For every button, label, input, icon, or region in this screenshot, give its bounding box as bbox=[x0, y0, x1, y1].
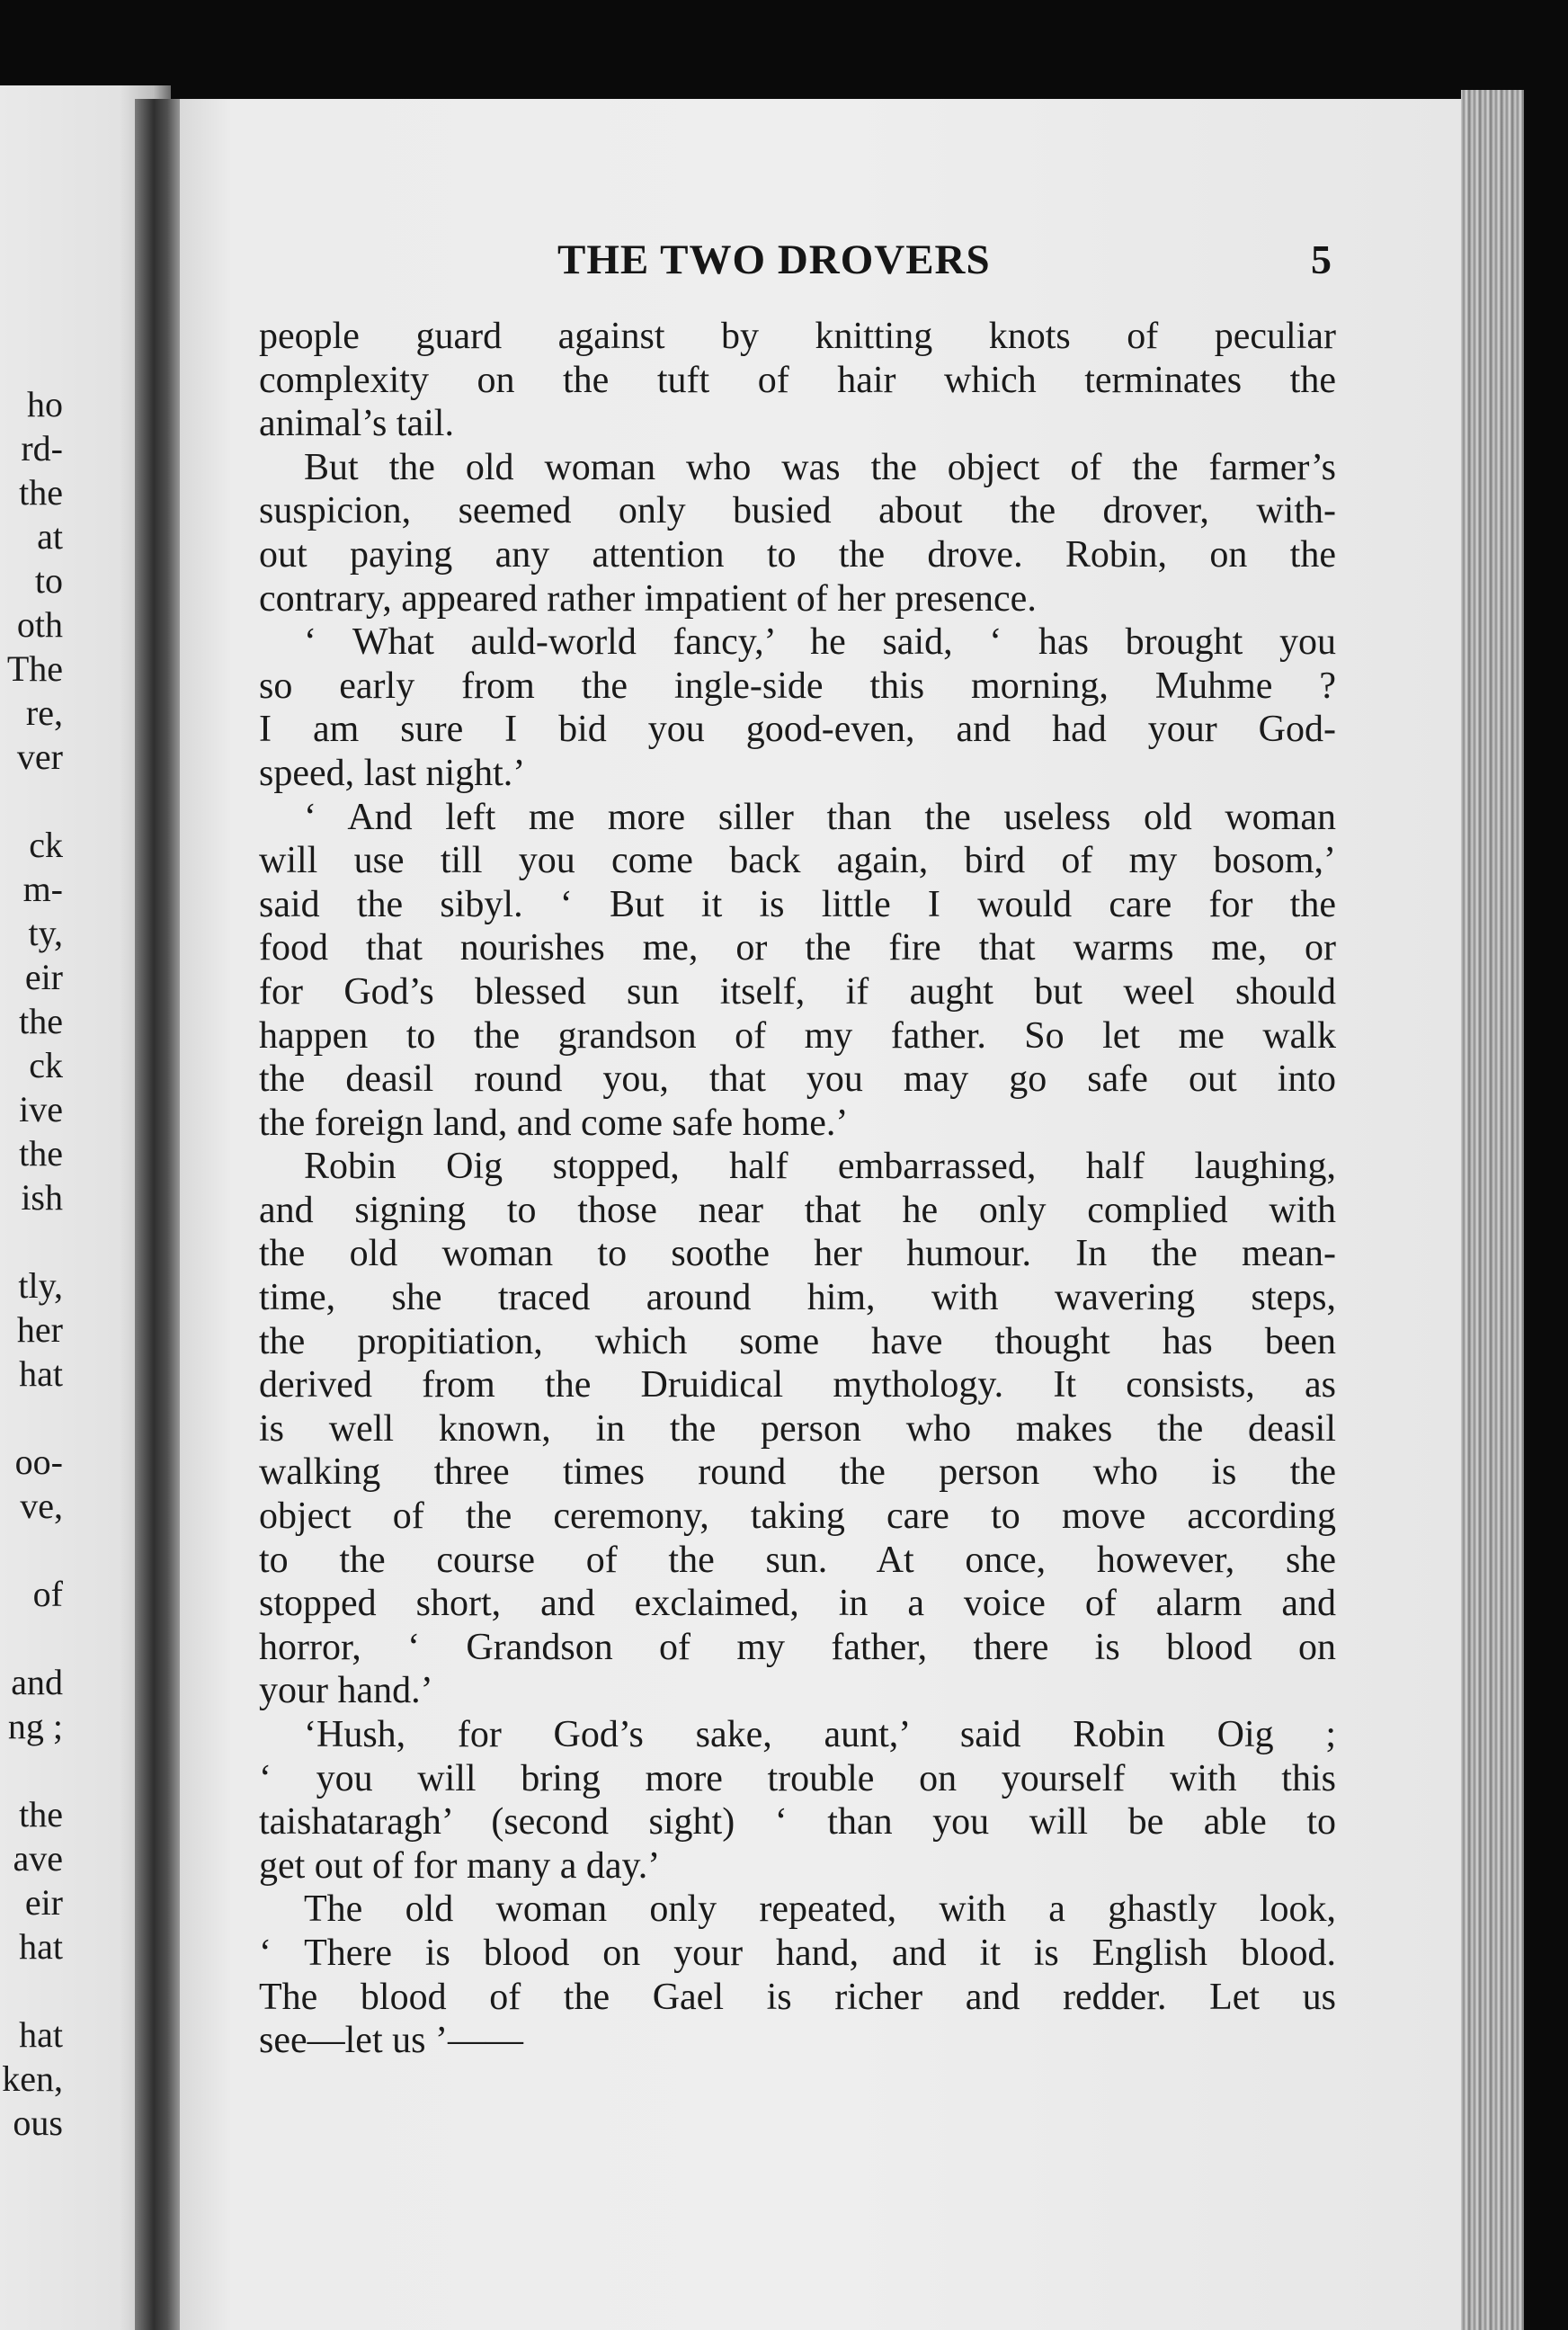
text-line: ‘Hush, for God’s sake, aunt,’ said Robin Oig ; bbox=[304, 1714, 1336, 1755]
left-page-fragment bbox=[0, 1968, 63, 2013]
text-line: complexity on the tuft of hair which terminates the bbox=[259, 359, 1336, 401]
text-line: suspicion, seemed only busied about the drover, with- bbox=[259, 490, 1336, 532]
left-page-fragment: m- bbox=[22, 869, 63, 909]
left-page-fragment: ho bbox=[27, 384, 63, 424]
text-line: derived from the Druidical mythology. It consists, as bbox=[259, 1364, 1336, 1406]
left-page-fragment: at bbox=[37, 516, 63, 557]
text-line: to the course of the sun. At once, however, she bbox=[259, 1539, 1336, 1581]
text-line: will use till you come back again, bird of my bosom,’ bbox=[259, 840, 1336, 882]
left-page-fragment: the bbox=[19, 472, 63, 513]
left-page-fragment: the bbox=[19, 1794, 63, 1835]
text-line: and signing to those near that he only complied with bbox=[259, 1189, 1336, 1231]
left-page-fragment bbox=[0, 779, 63, 823]
left-page-fragment: re, bbox=[25, 692, 63, 733]
text-line: your hand.’ bbox=[259, 1670, 433, 1712]
text-line: so early from the ingle-side this morning, Muhme ? bbox=[259, 665, 1336, 707]
left-page-fragment bbox=[0, 1748, 63, 1792]
page-edges bbox=[1461, 90, 1524, 2330]
left-page-fragment: the bbox=[19, 1001, 63, 1041]
left-page-fragment: tly, bbox=[18, 1265, 63, 1306]
left-page-fragment: of bbox=[32, 1574, 63, 1614]
left-page-fragment: hat bbox=[19, 2014, 63, 2055]
text-line: food that nourishes me, or the fire that warms me, or bbox=[259, 927, 1336, 969]
left-page-fragment: ish bbox=[21, 1177, 63, 1218]
text-line: happen to the grandson of my father. So let me walk bbox=[259, 1014, 1336, 1057]
text-line: stopped short, and exclaimed, in a voice of alarm and bbox=[259, 1583, 1336, 1625]
left-page-fragment: the bbox=[19, 1133, 63, 1174]
page-number: 5 bbox=[1311, 237, 1332, 282]
left-page-fragment: and bbox=[11, 1662, 63, 1702]
left-page-fragment: ng ; bbox=[7, 1706, 63, 1746]
text-line: taishataragh’ (second sight) ‘ than you will be able to bbox=[259, 1801, 1336, 1843]
left-page-fragment: her bbox=[16, 1309, 63, 1350]
left-page-fragment: ck bbox=[29, 825, 63, 865]
text-line: walking three times round the person who is the bbox=[259, 1451, 1336, 1494]
running-head: THE TWO DROVERS bbox=[557, 237, 991, 283]
left-page-fragment: ve, bbox=[20, 1486, 63, 1526]
text-line: I am sure I bid you good-even, and had your God- bbox=[259, 709, 1336, 751]
text-line: The blood of the Gael is richer and redder. Let us bbox=[259, 1976, 1336, 2018]
text-line: time, she traced around him, with wavering steps, bbox=[259, 1277, 1336, 1319]
left-page-fragment: ive bbox=[19, 1089, 63, 1129]
text-line: for God’s blessed sun itself, if aught but weel should bbox=[259, 970, 1336, 1013]
left-page-fragment: The bbox=[6, 648, 63, 689]
text-line: ‘ you will bring more trouble on yourself with this bbox=[259, 1757, 1336, 1799]
left-page-fragment bbox=[0, 1396, 63, 1440]
left-page-fragment: hat bbox=[19, 1353, 63, 1394]
left-page-fragment bbox=[0, 1616, 63, 1660]
left-page-fragment: hat bbox=[19, 1926, 63, 1967]
left-page-text-fragments bbox=[0, 382, 63, 2145]
text-line: ‘ And left me more siller than the useless old woman bbox=[304, 796, 1336, 838]
text-line: the propitiation, which some have thought has been bbox=[259, 1320, 1336, 1362]
text-line: contrary, appeared rather impatient of her presence. bbox=[259, 577, 1037, 620]
text-line: get out of for many a day.’ bbox=[259, 1844, 661, 1887]
left-page-fragment: oo- bbox=[14, 1442, 63, 1482]
left-page-fragment: oth bbox=[16, 604, 63, 645]
left-page-fragment bbox=[0, 1219, 63, 1263]
text-line: object of the ceremony, taking care to move according bbox=[259, 1495, 1336, 1538]
text-line: the deasil round you, that you may go safe out into bbox=[259, 1058, 1336, 1101]
left-page-fragment: ver bbox=[16, 736, 63, 777]
text-line: animal’s tail. bbox=[259, 403, 454, 445]
text-line: The old woman only repeated, with a ghastly look, bbox=[304, 1888, 1336, 1931]
left-page-fragment: ken, bbox=[2, 2058, 63, 2099]
text-line: speed, last night.’ bbox=[259, 752, 526, 794]
text-line: ‘ There is blood on your hand, and it is English blood. bbox=[259, 1932, 1336, 1974]
left-page-fragment: ty, bbox=[28, 913, 63, 953]
text-line: is well known, in the person who makes the deasil bbox=[259, 1407, 1336, 1450]
text-line: Robin Oig stopped, half embarrassed, half laughing, bbox=[304, 1146, 1336, 1188]
text-line: the old woman to soothe her humour. In the mean- bbox=[259, 1233, 1336, 1275]
text-line: But the old woman who was the object of the farmer’s bbox=[304, 446, 1336, 488]
left-page-fragment: ous bbox=[13, 2102, 63, 2143]
body-text bbox=[259, 315, 1336, 2063]
text-line: ‘ What auld-world fancy,’ he said, ‘ has brought you bbox=[304, 621, 1336, 664]
text-line: said the sibyl. ‘ But it is little I would care for the bbox=[259, 883, 1336, 925]
left-page-fragment: eir bbox=[24, 957, 63, 997]
left-page-fragment: to bbox=[34, 560, 63, 601]
left-page-fragment bbox=[0, 1528, 63, 1572]
text-line: out paying any attention to the drove. Robin, on the bbox=[259, 533, 1336, 576]
left-page-fragment: rd- bbox=[21, 428, 63, 469]
text-line: the foreign land, and come safe home.’ bbox=[259, 1102, 849, 1144]
text-line: horror, ‘ Grandson of my father, there is blood on bbox=[259, 1626, 1336, 1668]
left-page-fragment: ave bbox=[13, 1838, 63, 1879]
text-line: people guard against by knitting knots of peculiar bbox=[259, 316, 1336, 357]
left-page-fragment: eir bbox=[24, 1882, 63, 1923]
left-page-fragment: ck bbox=[29, 1045, 63, 1085]
text-line: see—let us ’—— bbox=[259, 2020, 523, 2062]
